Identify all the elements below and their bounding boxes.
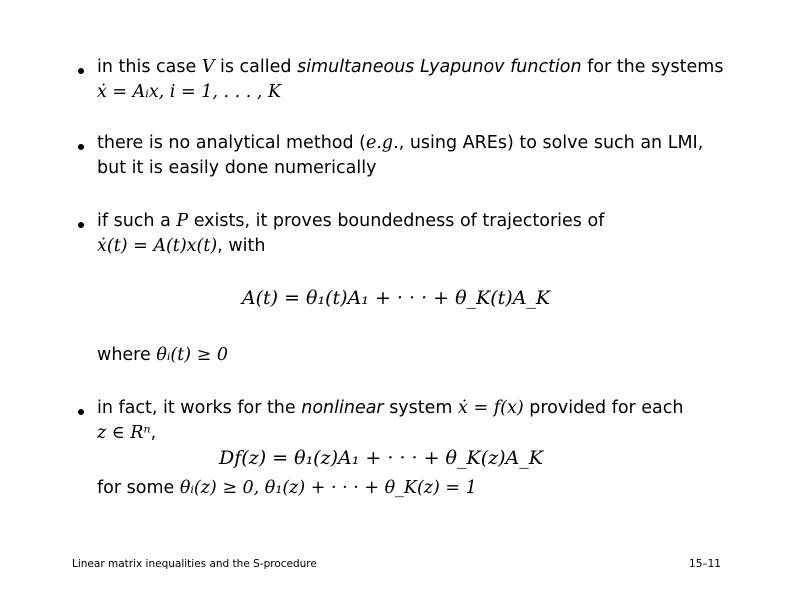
bullet-2-line-2 bbox=[97, 156, 376, 180]
text: if such a bbox=[97, 211, 177, 231]
math-equation: ẋ = f(x) bbox=[458, 398, 524, 418]
math-var: V bbox=[201, 57, 215, 77]
text: where bbox=[97, 345, 157, 365]
bullet-1-line-1 bbox=[97, 55, 723, 79]
bullet-4-for-some bbox=[97, 476, 477, 500]
bullet-3-where bbox=[97, 343, 228, 367]
text: provided for each bbox=[523, 398, 684, 418]
emphasis: simultaneous Lyapunov function bbox=[297, 57, 582, 77]
math-display: Df(z) = θ₁(z)A₁ + · · · + θ_K(z)A_K bbox=[219, 447, 543, 469]
bullet-3-dot bbox=[78, 215, 88, 225]
text: system bbox=[383, 398, 459, 418]
math-display: A(t) = θ₁(t)A₁ + · · · + θ_K(t)A_K bbox=[241, 287, 551, 309]
display-equation-A bbox=[0, 285, 792, 311]
footer-page-number: 15–11 bbox=[689, 558, 721, 570]
text: , bbox=[150, 423, 157, 443]
bullet-4-line-2 bbox=[97, 421, 156, 445]
footer-title: Linear matrix inequalities and the S-procedure bbox=[72, 558, 317, 570]
text: in this case bbox=[97, 57, 202, 77]
math-equation: θᵢ(z) ≥ 0, θ₁(z) + · · · + θ_K(z) = 1 bbox=[179, 478, 477, 498]
text: , using AREs) to solve such an LMI, bbox=[398, 133, 704, 153]
math-equation: ẋ(t) = A(t)x(t) bbox=[97, 236, 218, 256]
text: for some bbox=[97, 478, 180, 498]
bullet-3-line-1 bbox=[97, 209, 604, 233]
math-var: P bbox=[176, 211, 189, 231]
math-equation: θᵢ(t) ≥ 0 bbox=[156, 345, 228, 365]
text: is called bbox=[214, 57, 298, 77]
math-equation: z ∈ Rⁿ bbox=[97, 423, 151, 443]
bullet-3-line-2 bbox=[97, 234, 266, 258]
text: but it is easily done numerically bbox=[97, 158, 377, 178]
bullet-4-line-1 bbox=[97, 396, 684, 420]
math-equation: ẋ = Aᵢx, i = 1, . . . , K bbox=[97, 82, 282, 102]
display-equation-Df bbox=[0, 445, 792, 471]
text: exists, it proves boundedness of trajectories of bbox=[188, 211, 605, 231]
bullet-2-dot bbox=[78, 137, 88, 147]
text: in fact, it works for the bbox=[97, 398, 302, 418]
bullet-2-line-1 bbox=[97, 131, 703, 155]
math-eg: e.g. bbox=[366, 133, 399, 153]
bullet-1-dot bbox=[78, 61, 88, 71]
text: there is no analytical method ( bbox=[97, 133, 366, 153]
text: for the systems bbox=[581, 57, 724, 77]
text: , with bbox=[217, 236, 266, 256]
bullet-4-dot bbox=[78, 402, 88, 412]
emphasis: nonlinear bbox=[301, 398, 384, 418]
bullet-1-line-2 bbox=[97, 80, 281, 104]
